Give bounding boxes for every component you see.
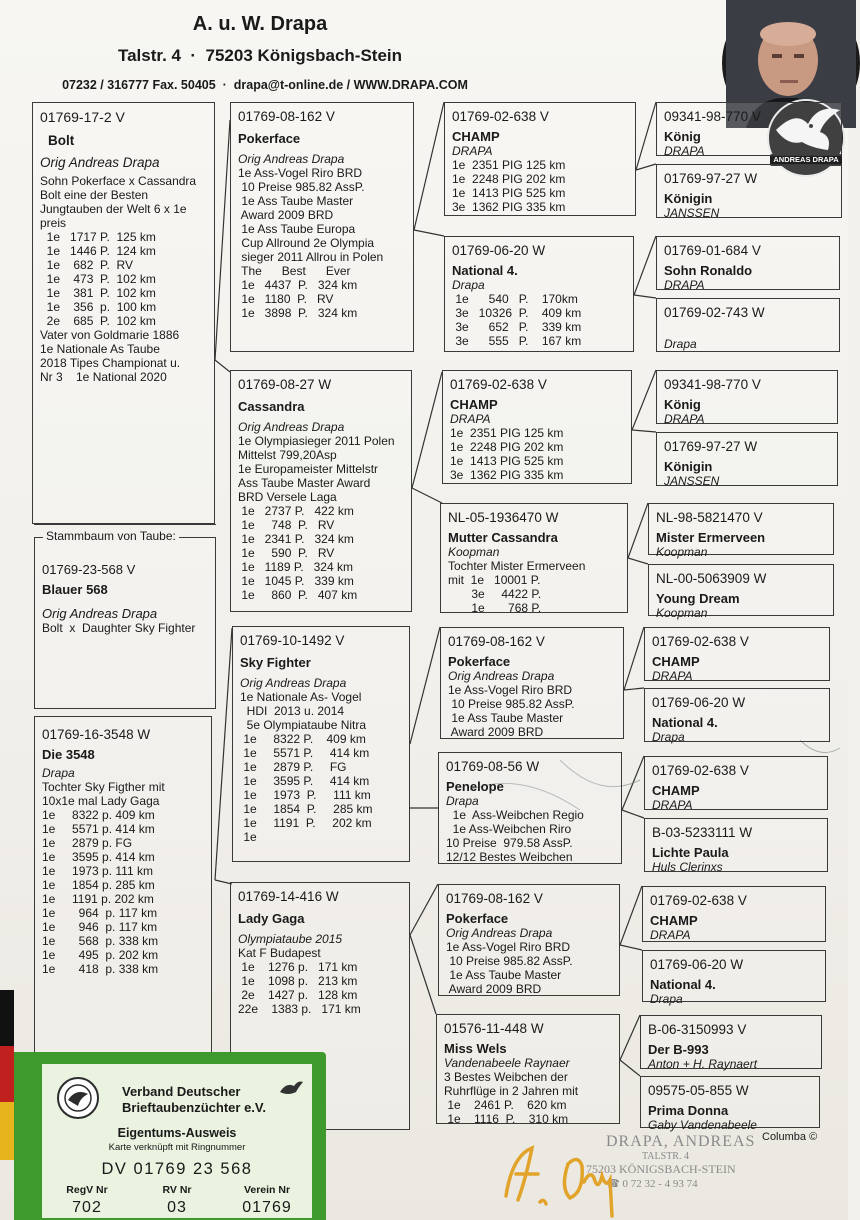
result-line: Bolt x Daughter Sky Fighter [42,621,196,635]
breeder: Drapa [650,992,683,1006]
ring-number: 01769-97-27 W [664,171,758,186]
stammbaum-label: Stammbaum von Taube: [43,529,179,543]
dove-icon [278,1078,304,1098]
columba-credit: Columba © [762,1131,818,1143]
card-subtitle: Karte verknüpft mit Ringnummer [108,1142,246,1153]
breeder: DRAPA [664,412,705,426]
ring-number: NL-00-5063909 W [656,571,767,586]
result-line: 1e 2351 PIG 125 km [452,158,566,172]
result-line: 1e 1854 P. 285 km [240,802,373,816]
breeder: Drapa [664,337,697,351]
logo-text: ANDREAS DRAPA [773,155,839,164]
pigeon-name: Der B-993 [648,1042,709,1057]
result-line: 1e 2248 PIG 202 km [450,440,564,454]
result-line: 10 Preise 979.58 AssP. [446,836,573,850]
pigeon-name: Lady Gaga [238,911,305,926]
result-line: 1e 1191 p. 202 km [42,892,154,906]
breeder: JANSSEN [664,206,720,220]
result-line: 1e Nationale As- Vogel [240,690,362,704]
breeder: Drapa [446,794,479,808]
breeder: Drapa [42,766,75,780]
results-list [40,174,207,384]
ring-number: 01769-08-162 V [446,891,543,906]
result-line: Vater von Goldmarie 1886 [40,328,180,342]
ancestor-card [642,950,826,1006]
ancestor-card [656,164,842,218]
result-line: Tochter Sky Figther mit [42,780,165,794]
result-line: 1e Ass Taube Master [446,968,562,982]
pigeon-name: König [664,129,701,144]
result-line: 1e 2879 p. FG [42,836,133,850]
result-line: Ruhrflüge in 2 Jahren mit [444,1084,579,1098]
ring-number: 01769-06-20 W [650,957,744,972]
ring-number: 01769-02-638 V [652,763,749,778]
ring-number: 01769-16-3548 W [42,727,151,742]
result-line: 1e 8322 p. 409 km [42,808,155,822]
pigeon-name: König [664,397,701,412]
result-line: 1e 568 p. 338 km [42,934,159,948]
result-line: Sohn Pokerface x Cassandra [40,174,197,188]
pigeon-name: Miss Wels [444,1041,507,1056]
breeder: Vandenabeele Raynaer [444,1056,570,1070]
result-line: 1e 590 P. RV [238,546,335,560]
pigeon-name: National 4. [650,977,716,992]
ancestor-card [440,503,628,613]
pigeon-name: Die 3548 [42,747,95,762]
result-line: 2018 Tipes Championat u. [40,356,181,370]
card-org [122,1084,266,1116]
ancestor-card [656,432,838,486]
card-inner [42,1064,312,1218]
ancestor-card [436,1014,620,1124]
breeder: Orig Andreas Drapa [40,155,160,170]
result-line: 1e 946 p. 117 km [42,920,158,934]
result-line: 1e 1973 p. 111 km [42,864,153,878]
vdb-emblem-icon [56,1076,100,1120]
result-line: 1e Ass-Vogel Riro BRD [448,683,573,697]
breeder: Koopman [656,545,708,559]
subject-pigeon-card [32,102,215,524]
result-line: 3e 1362 PIG 335 km [452,200,566,214]
result-line: 10x1e mal Lady Gaga [42,794,160,808]
breeder: Orig Andreas Drapa [448,669,555,683]
breeder: Anton + H. Raynaert [648,1057,758,1071]
ancestor-card [640,1076,820,1132]
breeder: DRAPA [664,144,705,158]
result-line: 1e 1098 p. 213 km [238,974,358,988]
spacer [664,325,832,337]
result-line: HDI 2013 u. 2014 [240,704,345,718]
ancestor-card [644,818,828,872]
ring-number: 01769-08-56 W [446,759,540,774]
regv-value: 702 [72,1199,102,1216]
breeder: Koopman [656,606,708,620]
ring-number: B-06-3150993 V [648,1022,747,1037]
result-line: 1e 418 p. 338 km [42,962,159,976]
result-line: 1e 2879 P. FG [240,760,347,774]
result-line: 1e 860 P. 407 km [238,588,358,602]
pigeon-name: Pokerface [446,911,509,926]
ancestor-card [444,236,634,352]
ring-number: 01769-08-27 W [238,377,332,392]
sibling-card-2 [34,716,212,1062]
verein-label: Verein Nr [243,1184,291,1196]
result-line: Award 2009 BRD [448,725,544,739]
result-line: 1e 356 p. 100 km [40,300,157,314]
ancestor-card [656,236,840,290]
ancestor-card [656,102,842,156]
result-line: 1e 3595 P. 414 km [240,774,370,788]
verein-value: 01769 [242,1199,292,1216]
ancestor-card [442,370,632,484]
card-ring-number: DV 01769 23 568 [101,1160,253,1178]
result-line: 1e Ass Taube Master [238,194,354,208]
result-line: 1e 748 P. RV [238,518,335,532]
sibling-card-1 [34,529,216,709]
ancestor-card [648,564,834,620]
result-line: 1e 8322 P. 409 km [240,732,366,746]
result-line: 1e 1854 p. 285 km [42,878,155,892]
result-line: sieger 2011 Allrou in Polen [238,250,384,264]
pigeon-name: CHAMP [650,913,698,928]
ring-number: 01769-10-1492 V [240,633,345,648]
pigeon-name: Bolt [48,133,75,148]
result-line: 1e 2341 P. 324 km [238,532,354,546]
breeder: DRAPA [652,798,693,812]
result-line: 22e 1383 p. 171 km [238,1002,361,1016]
result-line: BRD Versele Laga [238,490,337,504]
ancestor-card [644,756,828,810]
pigeon-name: Sohn Ronaldo [664,263,753,278]
result-line: 1e 1973 P. 111 km [240,788,371,802]
breeder-address: Talstr. 4 · 75203 Königsbach-Stein [117,46,403,65]
breeder: Orig Andreas Drapa [240,676,347,690]
breeder: Drapa [652,730,685,744]
divider [34,524,216,525]
parent-card-sire [230,102,414,352]
breeder: Drapa [452,278,485,292]
ring-number: 01769-02-743 W [664,305,765,320]
result-line: 1e 5571 P. 414 km [240,746,370,760]
result-line: 1e 682 P. RV [40,258,133,272]
ancestor-card [648,503,834,559]
result-line: 12/12 Bestes Weibchen [446,850,573,864]
result-line: Bolt eine der Besten [40,188,149,202]
ring-number: NL-05-1936470 W [448,510,559,525]
ancestor-card [640,1015,822,1069]
pigeon-name: Pokerface [238,131,301,146]
breeder: DRAPA [664,278,705,292]
card-title: Eigentums-Ausweis [117,1126,237,1140]
result-line: 10 Preise 985.82 AssP. [448,697,575,711]
result-line: 10 Preise 985.82 AssP. [446,954,573,968]
result-line: 1e 1189 P. 324 km [238,560,353,574]
pigeon-name: CHAMP [452,129,500,144]
result-line: 1e Ass-Weibchen Regio [446,808,584,822]
breeder-contact: 07232 / 316777 Fax. 50405 · drapa@t-online.de / WWW.DRAPA.COM [62,78,468,92]
result-line: 1e Nationale As Taube [40,342,160,356]
result-line: 1e 1446 P. 124 km [40,244,156,258]
result-line: Kat F Budapest [238,946,321,960]
pigeon-name: CHAMP [652,654,700,669]
breeder: Orig Andreas Drapa [446,926,553,940]
parent-card-dam [230,370,412,612]
pigeon-name: Sky Fighter [240,655,311,670]
result-line: Jungtauben der Welt 6 x 1e [40,202,187,216]
result-line: 3e 1362 PIG 335 km [450,468,564,482]
result-line: 1e 1045 P. 339 km [238,574,354,588]
ancestor-card [440,627,624,739]
pigeon-name: CHAMP [652,783,700,798]
result-line: 1e 1413 PIG 525 km [450,454,564,468]
result-line: Nr 3 1e National 2020 [40,370,167,384]
result-line: 1e 964 p. 117 km [42,906,158,920]
result-line: 1e Ass Taube Europa [238,222,356,236]
breeder: Orig Andreas Drapa [238,152,345,166]
stamp-line-4: ☎ 0 72 32 - 4 93 74 [606,1178,698,1190]
pigeon-name: Penelope [446,779,504,794]
rv-value: 03 [167,1199,187,1216]
ancestor-card [644,688,830,742]
ring-number: 01769-01-684 V [664,243,761,258]
breeder: Gaby Vandenabeele [648,1118,757,1132]
ring-number: 01769-02-638 V [450,377,547,392]
card-org-line-2: Brieftaubenzüchter e.V. [122,1100,267,1115]
pigeon-name: Blauer 568 [42,582,108,597]
result-line: 1e Ass-Vogel Riro BRD [238,166,363,180]
result-line: 1e 495 p. 202 km [42,948,159,962]
breeder: DRAPA [650,928,691,942]
result-line: mit 1e 10001 P. [448,573,541,587]
ring-number: 01769-02-638 V [650,893,747,908]
ring-number: 09575-05-855 W [648,1083,749,1098]
result-line: The Best Ever [238,264,351,278]
ring-number: B-03-5233111 W [652,825,753,840]
result-line: 1e 1191 P. 202 km [240,816,372,830]
pigeon-name: Mister Ermerveen [656,530,766,545]
result-line: 1e 540 P. 170km [452,292,578,306]
result-line: 2e 1427 p. 128 km [238,988,358,1002]
result-line: 1e 2351 PIG 125 km [450,426,564,440]
result-line: 1e 1180 P. RV [238,292,334,306]
ancestor-card [642,886,826,942]
result-line: 1e Ass-Weibchen Riro [446,822,572,836]
pigeon-name: CHAMP [450,397,498,412]
result-line: 1e 381 P. 102 km [40,286,156,300]
ring-number: 01769-06-20 W [652,695,746,710]
result-line: 3e 652 P. 339 km [452,320,582,334]
regv-label: RegV Nr [66,1184,108,1196]
breeder: JANSSEN [664,474,720,488]
result-line: preis [40,216,67,230]
result-line: 1e [240,830,257,844]
pigeon-name: Königin [664,459,713,474]
result-line: 1e 1276 p. 171 km [238,960,358,974]
result-line: 1e 3898 P. 324 km [238,306,358,320]
pigeon-name: Mutter Cassandra [448,530,558,545]
result-line: 1e 5571 p. 414 km [42,822,155,836]
ring-number: 01769-02-638 V [652,634,749,649]
pigeon-name: Prima Donna [648,1103,729,1118]
card-org-line-1: Verband Deutscher [122,1084,241,1099]
result-line: Award 2009 BRD [238,208,334,222]
breeder: Olympiataube 2015 [238,932,343,946]
result-line: 2e 685 P. 102 km [40,314,156,328]
ancestor-card [444,102,636,216]
result-line: Award 2009 BRD [446,982,542,996]
breeder: DRAPA [652,669,693,683]
stamp-line-1: DRAPA, ANDREAS [606,1133,756,1150]
handwritten-signature [498,1118,628,1218]
result-line: 3e 10326 P. 409 km [452,306,582,320]
result-line: 1e 473 P. 102 km [40,272,156,286]
result-line: 1e 2461 P. 620 km [444,1098,567,1112]
result-line: Cup Allround 2e Olympia [238,236,375,250]
breeder-name: A. u. W. Drapa [192,13,328,35]
ring-number: 01576-11-448 W [444,1021,544,1036]
result-line: 1e 768 P. [448,601,542,615]
result-line: 1e 1116 P. 310 km [444,1112,569,1126]
result-line: 1e 3595 p. 414 km [42,850,155,864]
result-line: Mittelst 799,20Asp [238,448,337,462]
pigeon-name: Pokerface [448,654,511,669]
result-line: 1e 2737 P. 422 km [238,504,354,518]
result-line: 3e 4422 P. [448,587,542,601]
result-line: 5e Olympiataube Nitra [240,718,367,732]
result-line: 10 Preise 985.82 AssP. [238,180,365,194]
result-line: 1e 1717 P. 125 km [40,230,156,244]
pigeon-name: National 4. [452,263,518,278]
breeder: Huls Clerinxs [652,860,723,874]
result-line: 3 Bestes Weibchen der [444,1070,568,1084]
result-line: 1e 2248 PIG 202 km [452,172,566,186]
ring-number: NL-98-5821470 V [656,510,763,525]
breeder: DRAPA [450,412,491,426]
ancestor-card [656,370,838,424]
ancestor-card [656,298,840,352]
ring-number: 01769-08-162 V [448,634,545,649]
pigeon-name: Lichte Paula [652,845,729,860]
ancestor-card [438,884,620,996]
results-list [42,780,204,976]
rv-label: RV Nr [162,1184,192,1196]
pigeon-name: National 4. [652,715,718,730]
ring-number: 01769-06-20 W [452,243,546,258]
result-line: 1e Olympiasieger 2011 Polen [238,434,395,448]
result-line: 3e 555 P. 167 km [452,334,582,348]
ownership-card [14,1052,326,1220]
result-line: 1e Ass Taube Master [448,711,564,725]
stamp-line-3: 75203 KÖNIGSBACH-STEIN [586,1162,736,1176]
breeder: DRAPA [452,144,493,158]
ring-number: 01769-08-162 V [238,109,335,124]
breeder: Koopman [448,545,500,559]
result-line: 1e 1413 PIG 525 km [452,186,566,200]
pigeon-name: Königin [664,191,713,206]
breeder: Orig Andreas Drapa [42,606,158,621]
result-line: 1e 4437 P. 324 km [238,278,358,292]
ring-number: 01769-23-568 V [42,562,136,577]
ancestor-card [644,627,830,681]
grandparent-card-sky-fighter [232,626,410,862]
pigeon-name: Cassandra [238,399,305,414]
ring-number: 01769-02-638 V [452,109,549,124]
stamp-line-2: TALSTR. 4 [642,1151,689,1162]
pigeon-name: Young Dream [656,591,740,606]
ancestor-card [438,752,622,864]
result-line: Ass Taube Master Award [238,476,371,490]
results-list [42,621,208,635]
result-line: 1e Europameister Mittelstr [238,462,379,476]
result-line: Tochter Mister Ermerveen [448,559,586,573]
ring-number: 09341-98-770 V [664,109,761,124]
ring-number: 01769-17-2 V [40,109,125,125]
ring-number: 09341-98-770 V [664,377,761,392]
ring-number: 01769-97-27 W [664,439,758,454]
breeder: Orig Andreas Drapa [238,420,345,434]
result-line: 1e Ass-Vogel Riro BRD [446,940,571,954]
ring-number: 01769-14-416 W [238,889,339,904]
